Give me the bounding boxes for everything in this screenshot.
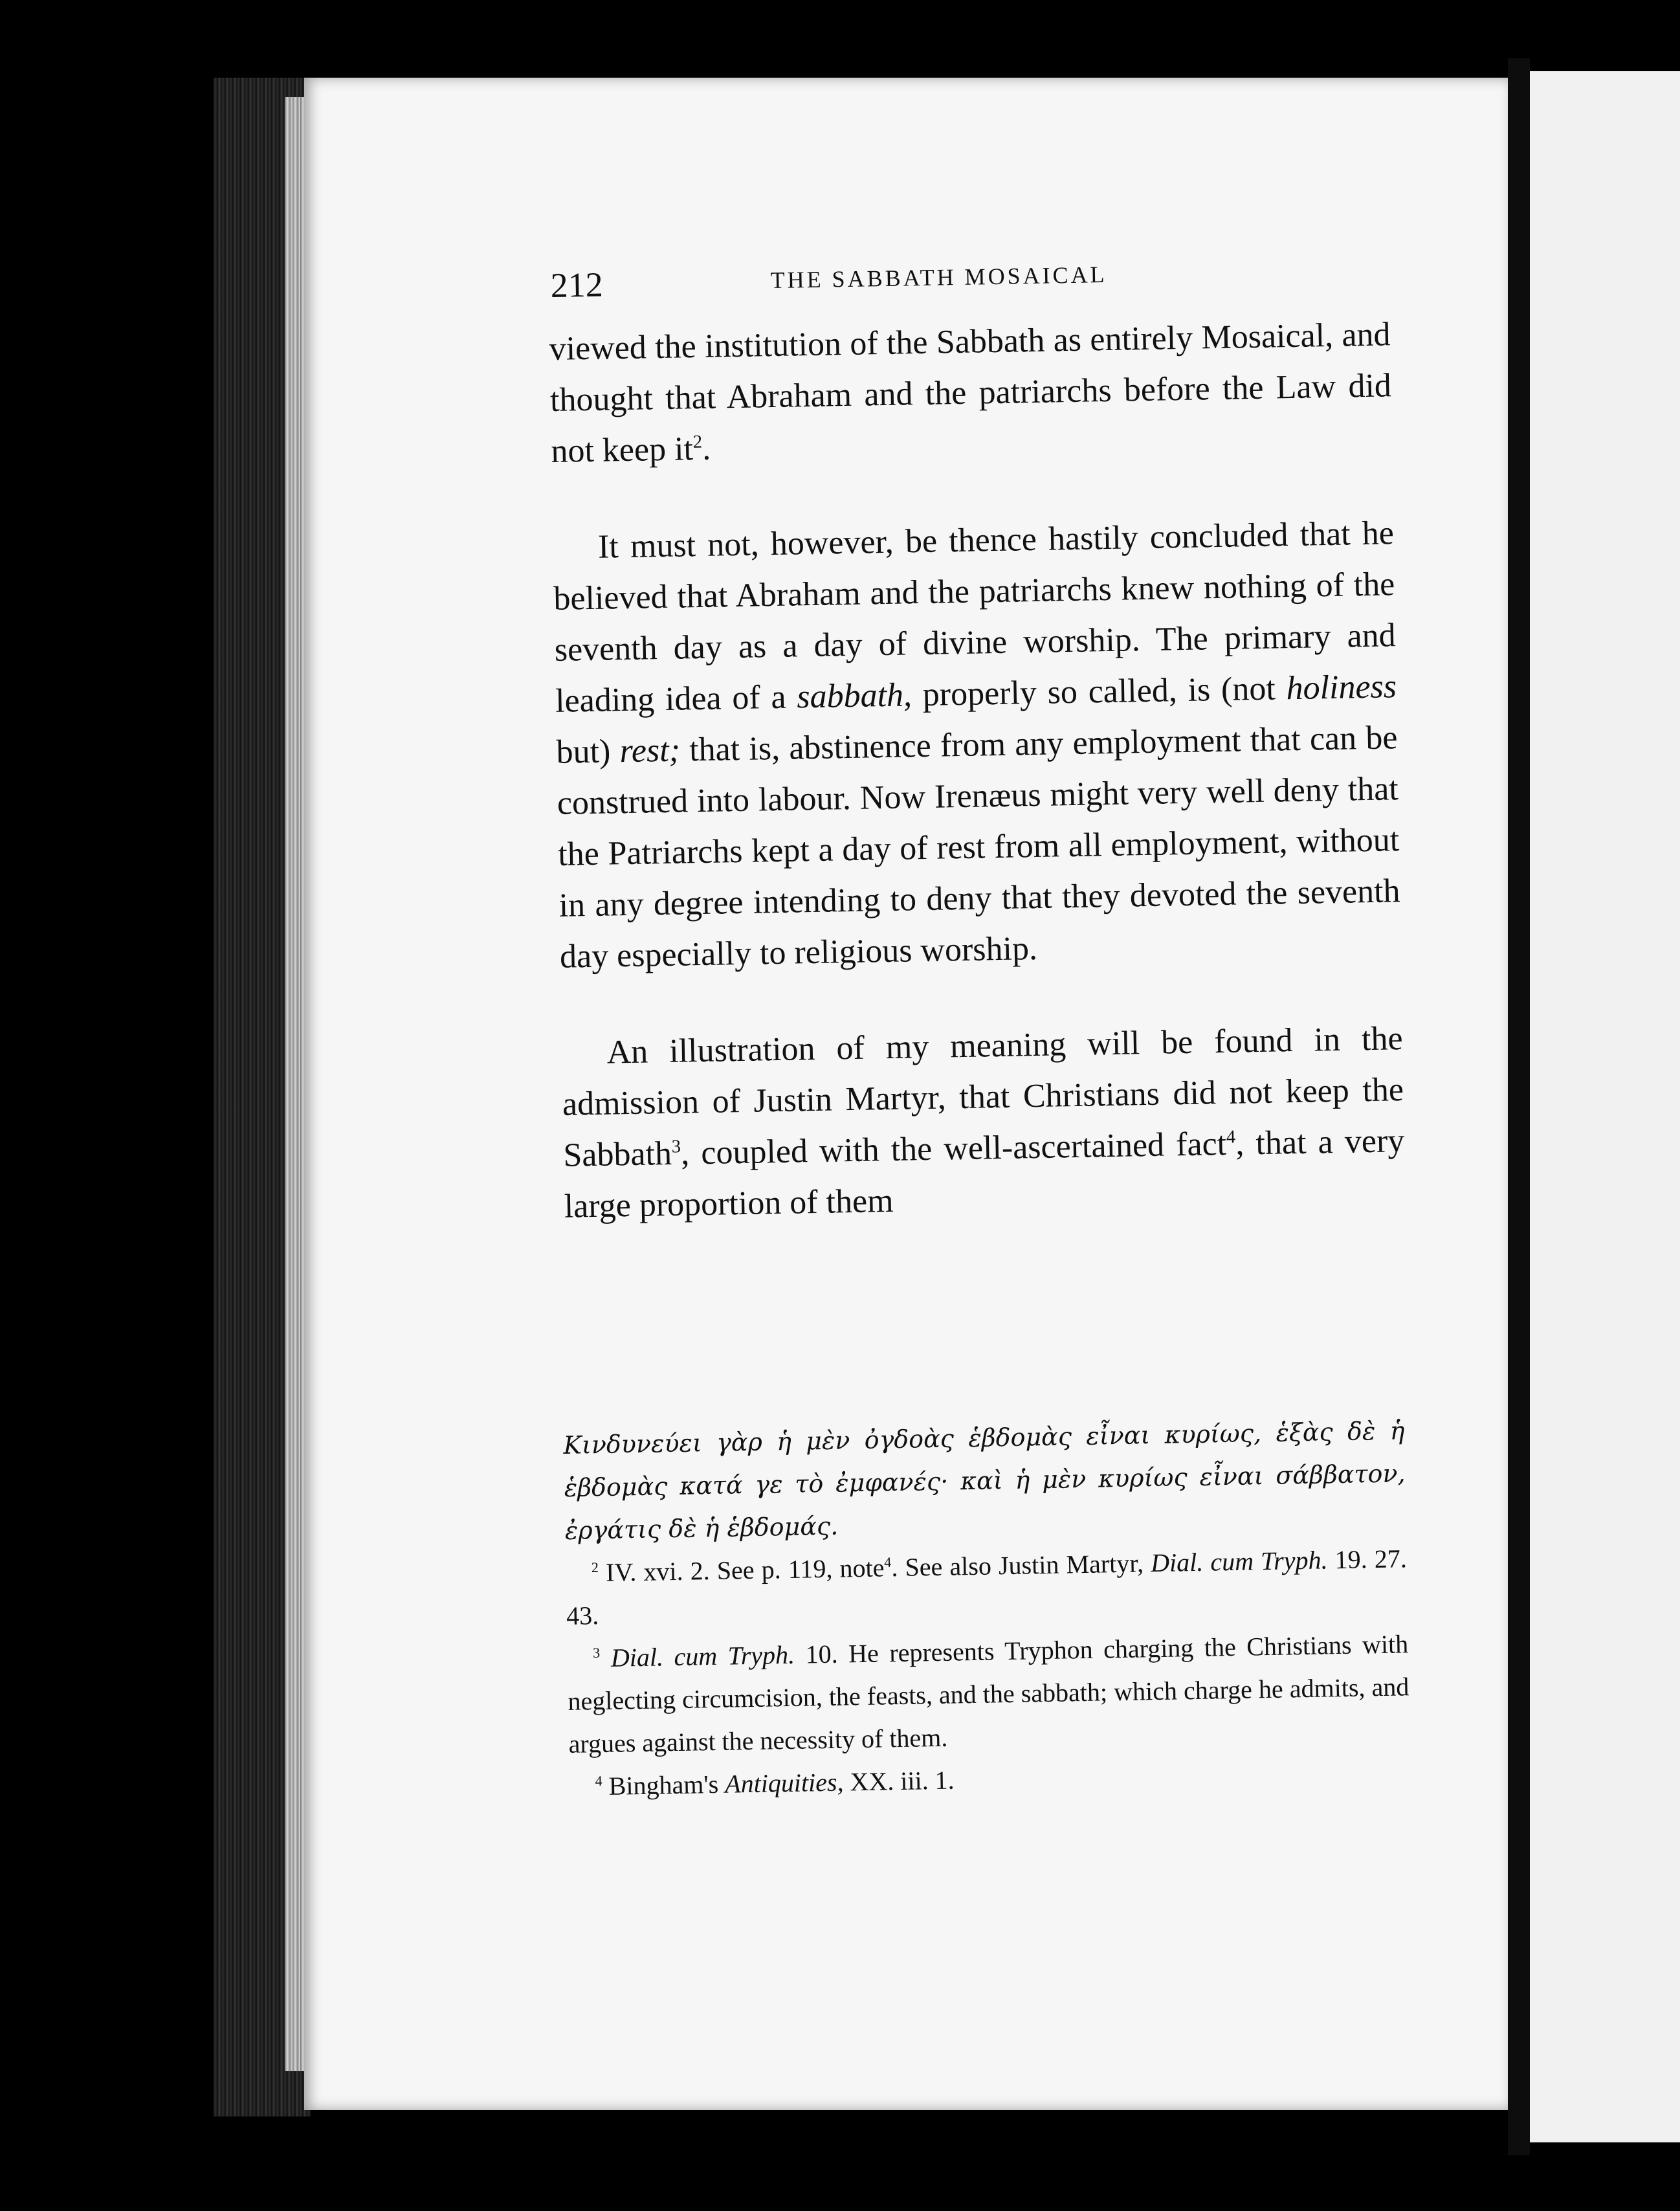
footnote-greek: Κινδυνεύει γὰρ ἡ μὲν ὀγδοὰς ἑβδομὰς εἶναι κυρίως, ἑξὰς δὲ ἡ ἑβδομὰς κατά γε τὸ ἐμφανές· καὶ ἡ μὲν κυρίως εἶναι σάββατον, ἐργάτις δὲ ἡ ἑβδομάς.: [563, 1416, 1406, 1545]
footnote-3: $^3$ Dial. cum Tryph. 10. He represents Tryphon charging the Christians with neglecting circumcision, the feasts, and the sabbath; which charge he admits, and argues against the necessity of them.: [568, 1629, 1409, 1759]
footnotes: [563, 1409, 1411, 1808]
footnote-ref-3: 3: [671, 1137, 681, 1157]
paragraph-3: An illustration of my meaning will be found in the admission of Justin Martyr, that Christians did not keep the Sabbath$^3$, coupled with the well-ascertained fact$^4$, that a very large proportion of them: [562, 1020, 1405, 1225]
page-gutter: [1508, 58, 1530, 2155]
footnote-4: $^4$ Bingham's Antiquities, XX. iii. 1.: [595, 1765, 955, 1801]
paragraph-2: It must not, however, be thence hastily concluded that he believed that Abraham and the patriarchs knew nothing of the seventh day as a day of divine worship. The primary and leading idea of a sabbath, properly so called, is (not holiness but) rest; that is, abstinence from any employment that can be construed into labour. Now Irenæus might very well deny that the Patriarchs kept a day of rest from all employment, without in any degree intending to deny that they devoted the seventh day especially to religious worship.: [553, 515, 1400, 975]
body-text: [549, 309, 1406, 1232]
running-head: THE SABBATH MOSAICAL: [770, 261, 1107, 294]
facing-page: [1530, 71, 1680, 2142]
paragraph-1: viewed the institution of the Sabbath as entirely Mosaical, and thought that Abraham and the patriarchs before the Law did not keep $it^2$.: [549, 316, 1392, 470]
page-number: 212: [550, 265, 604, 305]
footnote-ref-4: 4: [1226, 1127, 1236, 1148]
footnote-ref-2: 2: [692, 432, 703, 452]
footnote-2: $^2$ IV. xvi. 2. See p. 119, note$^4$. See also Justin Martyr, Dial. cum Tryph. 19. 27. 43.: [566, 1544, 1408, 1630]
